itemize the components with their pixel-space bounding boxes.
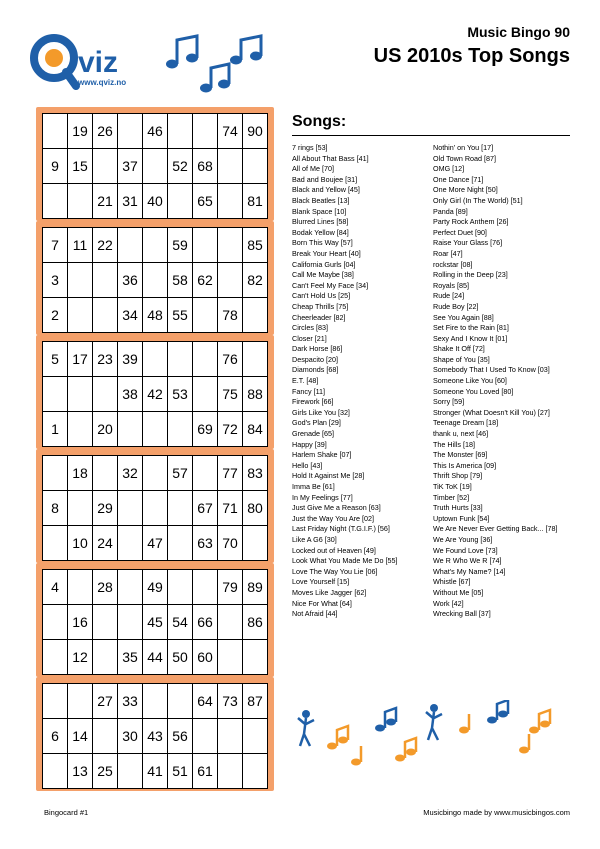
card-cell: 37 [118, 149, 143, 184]
card-cell [243, 754, 268, 789]
card-cell [68, 570, 93, 605]
song-item: Call Me Maybe [38] [292, 270, 354, 280]
card-cell [68, 684, 93, 719]
song-item: Can't Hold Us [25] [292, 291, 351, 301]
card-cell [118, 570, 143, 605]
song-item: God's Plan [29] [292, 418, 341, 428]
card-cell: 13 [68, 754, 93, 789]
card-cell: 89 [243, 570, 268, 605]
card-cell [193, 342, 218, 377]
song-item: Perfect Duet [90] [433, 227, 487, 237]
card-cell: 50 [168, 640, 193, 675]
card-cell [218, 605, 243, 640]
card-cell [43, 684, 68, 719]
bingo-card-4 [36, 449, 274, 563]
card-cell: 24 [93, 526, 118, 561]
card-row [43, 149, 268, 184]
card-cell: 11 [68, 228, 93, 263]
song-item: Black and Yellow [45] [292, 185, 360, 195]
song-item: Raise Your Glass [76] [433, 238, 503, 248]
song-item: Panda [89] [433, 206, 468, 216]
song-item: Break Your Heart [40] [292, 248, 361, 258]
card-cell [68, 298, 93, 333]
card-cell [43, 754, 68, 789]
card-cell: 59 [168, 228, 193, 263]
card-cell: 5 [43, 342, 68, 377]
bingo-grid [42, 341, 268, 447]
card-row [43, 491, 268, 526]
card-cell [243, 526, 268, 561]
songs-list-left [292, 143, 397, 620]
song-item: Locked out of Heaven [49] [292, 545, 376, 555]
card-cell: 70 [218, 526, 243, 561]
card-cell: 71 [218, 491, 243, 526]
song-item: Old Town Road [87] [433, 153, 496, 163]
song-item: Fancy [11] [292, 386, 326, 396]
card-cell: 55 [168, 298, 193, 333]
card-row [43, 605, 268, 640]
card-cell [43, 526, 68, 561]
card-cell: 43 [143, 719, 168, 754]
song-item: Someone Like You [60] [433, 376, 507, 386]
card-cell [168, 342, 193, 377]
song-item: Bad and Boujee [31] [292, 174, 358, 184]
card-cell: 44 [143, 640, 168, 675]
card-cell: 83 [243, 456, 268, 491]
card-cell: 14 [68, 719, 93, 754]
song-item: What's My Name? [14] [433, 566, 506, 576]
card-cell: 34 [118, 298, 143, 333]
card-cell [243, 298, 268, 333]
card-cell: 21 [93, 184, 118, 219]
bingo-grid [42, 569, 268, 675]
song-item: Grenade [65] [292, 429, 334, 439]
card-cell [143, 342, 168, 377]
card-cell: 88 [243, 377, 268, 412]
song-item: Nice For What [64] [292, 598, 352, 608]
card-cell: 64 [193, 684, 218, 719]
song-item: Bodak Yellow [84] [292, 227, 349, 237]
music-notes-icon [160, 30, 270, 100]
song-item: Girls Like You [32] [292, 407, 350, 417]
bingo-grid [42, 683, 268, 789]
song-item: California Gurls [04] [292, 259, 356, 269]
card-cell: 68 [193, 149, 218, 184]
card-cell [68, 377, 93, 412]
song-item: Rolling in the Deep [23] [433, 270, 508, 280]
card-cell: 69 [193, 412, 218, 447]
card-cell: 53 [168, 377, 193, 412]
song-item: In My Feelings [77] [292, 492, 353, 502]
card-cell [93, 719, 118, 754]
bingo-grid [42, 227, 268, 333]
card-row [43, 263, 268, 298]
songs-list-right [433, 143, 558, 620]
card-row [43, 377, 268, 412]
card-cell [243, 342, 268, 377]
bingo-grid [42, 455, 268, 561]
header-subtitle: Music Bingo 90 [467, 24, 570, 40]
bingo-card-2 [36, 221, 274, 335]
card-cell [43, 640, 68, 675]
card-cell: 28 [93, 570, 118, 605]
card-cell: 78 [218, 298, 243, 333]
card-cell [43, 377, 68, 412]
card-cell: 30 [118, 719, 143, 754]
card-cell [193, 377, 218, 412]
card-row [43, 184, 268, 219]
card-cell: 29 [93, 491, 118, 526]
card-cell: 56 [168, 719, 193, 754]
card-cell: 52 [168, 149, 193, 184]
card-cell [118, 114, 143, 149]
song-item: Wrecking Ball [37] [433, 609, 491, 619]
svg-text:viz: viz [78, 46, 119, 79]
card-cell: 57 [168, 456, 193, 491]
card-row [43, 526, 268, 561]
card-cell [243, 149, 268, 184]
song-item: Sorry [59] [433, 397, 465, 407]
song-item: We R Who We R [74] [433, 556, 502, 566]
songs-heading: Songs: [292, 113, 347, 130]
card-cell: 48 [143, 298, 168, 333]
card-cell: 73 [218, 684, 243, 719]
song-item: Whistle [67] [433, 577, 471, 587]
card-cell: 31 [118, 184, 143, 219]
song-item: Diamonds [68] [292, 365, 339, 375]
card-cell [93, 605, 118, 640]
card-cell: 80 [243, 491, 268, 526]
card-cell: 35 [118, 640, 143, 675]
song-item: Moves Like Jagger [62] [292, 587, 367, 597]
card-cell: 60 [193, 640, 218, 675]
song-item: Imma Be [61] [292, 482, 335, 491]
card-cell: 1 [43, 412, 68, 447]
card-cell [168, 570, 193, 605]
song-item: Rude Boy [22] [433, 301, 479, 311]
bingo-card-1 [36, 107, 274, 221]
card-row [43, 412, 268, 447]
song-item: We Are Never Ever Getting Back... [78] [433, 524, 558, 534]
card-cell [168, 114, 193, 149]
page-title: US 2010s Top Songs [373, 45, 570, 67]
card-cell [68, 263, 93, 298]
card-cell [118, 491, 143, 526]
card-cell [168, 412, 193, 447]
card-cell: 86 [243, 605, 268, 640]
song-item: Someone You Loved [80] [433, 386, 514, 396]
card-row [43, 754, 268, 789]
card-cell [118, 526, 143, 561]
card-cell [143, 228, 168, 263]
card-cell [93, 263, 118, 298]
card-cell: 62 [193, 263, 218, 298]
song-item: Blurred Lines [58] [292, 217, 349, 227]
card-cell: 76 [218, 342, 243, 377]
song-item: Firework [66] [292, 397, 334, 407]
card-row [43, 570, 268, 605]
song-item: Not Afraid [44] [292, 609, 338, 619]
card-cell: 54 [168, 605, 193, 640]
song-item: thank u, next [46] [433, 429, 489, 439]
card-cell: 77 [218, 456, 243, 491]
bingo-card-3 [36, 335, 274, 449]
card-cell [43, 114, 68, 149]
card-cell: 87 [243, 684, 268, 719]
song-item: Look What You Made Me Do [55] [292, 556, 398, 566]
card-cell [93, 640, 118, 675]
song-item: All About That Bass [41] [292, 153, 369, 163]
card-cell [93, 456, 118, 491]
card-cell: 84 [243, 412, 268, 447]
song-item: Without Me [05] [433, 587, 484, 597]
bingo-grid [42, 113, 268, 219]
card-row [43, 456, 268, 491]
song-item: Love Yourself [15] [292, 577, 350, 587]
card-cell: 25 [93, 754, 118, 789]
card-cell [168, 526, 193, 561]
song-item: Happy [39] [292, 439, 327, 449]
song-item: See You Again [88] [433, 312, 494, 322]
song-item: Blank Space [10] [292, 206, 347, 216]
song-item: Timber [52] [433, 492, 470, 502]
card-cell: 82 [243, 263, 268, 298]
card-cell [143, 412, 168, 447]
card-cell [168, 684, 193, 719]
card-row [43, 342, 268, 377]
song-item: Thrift Shop [79] [433, 471, 483, 481]
song-item: Love The Way You Lie [06] [292, 566, 378, 576]
card-cell: 22 [93, 228, 118, 263]
song-item: Like A G6 [30] [292, 534, 337, 544]
song-item: Just Give Me a Reason [63] [292, 503, 381, 513]
card-cell: 90 [243, 114, 268, 149]
card-cell: 85 [243, 228, 268, 263]
card-cell: 26 [93, 114, 118, 149]
qviz-logo [28, 28, 158, 98]
card-cell [243, 640, 268, 675]
card-cell: 58 [168, 263, 193, 298]
card-cell: 18 [68, 456, 93, 491]
card-cell [193, 228, 218, 263]
card-cell: 41 [143, 754, 168, 789]
bingo-card-5 [36, 563, 274, 677]
card-cell: 16 [68, 605, 93, 640]
card-cell: 45 [143, 605, 168, 640]
card-cell [143, 684, 168, 719]
card-cell [43, 456, 68, 491]
card-cell [193, 298, 218, 333]
card-cell: 81 [243, 184, 268, 219]
song-item: Black Beatles [13] [292, 195, 350, 205]
card-cell: 19 [68, 114, 93, 149]
song-item: rockstar [08] [433, 259, 473, 269]
card-cell [118, 605, 143, 640]
card-cell [68, 184, 93, 219]
card-cell [168, 491, 193, 526]
card-row [43, 684, 268, 719]
card-cell: 3 [43, 263, 68, 298]
card-cell: 6 [43, 719, 68, 754]
song-item: We Are Young [36] [433, 534, 493, 544]
song-item: Just the Way You Are [02] [292, 513, 375, 523]
song-item: Cheerleader [82] [292, 312, 346, 322]
card-cell [118, 754, 143, 789]
song-item: Somebody That I Used To Know [03] [433, 365, 550, 375]
card-cell: 9 [43, 149, 68, 184]
card-cell: 17 [68, 342, 93, 377]
card-cell: 66 [193, 605, 218, 640]
song-item: Rude [24] [433, 291, 465, 301]
song-item: Hold It Against Me [28] [292, 471, 365, 481]
card-cell: 40 [143, 184, 168, 219]
song-item: Shake It Off [72] [433, 344, 485, 354]
card-cell: 10 [68, 526, 93, 561]
card-cell [143, 456, 168, 491]
card-cell: 27 [93, 684, 118, 719]
song-item: The Hills [18] [433, 439, 475, 449]
card-cell: 8 [43, 491, 68, 526]
credit-text: Musicbingo made by www.musicbingos.com [423, 808, 570, 817]
card-cell: 32 [118, 456, 143, 491]
card-number: Bingocard #1 [44, 808, 89, 817]
card-cell [68, 412, 93, 447]
card-cell: 49 [143, 570, 168, 605]
card-cell [193, 114, 218, 149]
card-cell: 15 [68, 149, 93, 184]
song-item: Can't Feel My Face [34] [292, 280, 369, 290]
song-item: E.T. [48] [292, 376, 319, 386]
song-item: Nothin' on You [17] [433, 143, 494, 152]
song-item: Truth Hurts [33] [433, 503, 483, 513]
card-cell [168, 184, 193, 219]
card-cell [68, 491, 93, 526]
card-cell: 36 [118, 263, 143, 298]
song-item: Uptown Funk [54] [433, 513, 490, 523]
card-cell [218, 263, 243, 298]
card-cell [93, 377, 118, 412]
song-item: All of Me [70] [292, 164, 334, 174]
card-cell: 51 [168, 754, 193, 789]
song-item: Teenage Dream [18] [433, 418, 499, 428]
card-cell: 23 [93, 342, 118, 377]
card-cell: 39 [118, 342, 143, 377]
card-cell: 47 [143, 526, 168, 561]
card-cell [218, 754, 243, 789]
song-item: Only Girl (In The World) [51] [433, 195, 523, 205]
card-cell [118, 412, 143, 447]
music-note-icon [327, 700, 550, 766]
card-cell: 4 [43, 570, 68, 605]
song-item: The Monster [69] [433, 450, 488, 460]
card-cell: 42 [143, 377, 168, 412]
card-cell: 2 [43, 298, 68, 333]
card-row [43, 298, 268, 333]
card-cell [43, 184, 68, 219]
card-cell [43, 605, 68, 640]
card-cell: 74 [218, 114, 243, 149]
card-cell: 79 [218, 570, 243, 605]
song-item: Stronger (What Doesn't Kill You) [27] [433, 407, 550, 417]
song-item: Roar [47] [433, 248, 463, 258]
card-row [43, 719, 268, 754]
card-cell [193, 456, 218, 491]
song-item: TiK ToK [19] [433, 482, 472, 491]
song-item: OMG [12] [433, 164, 465, 174]
song-item: Born This Way [57] [292, 238, 353, 248]
card-cell: 67 [193, 491, 218, 526]
song-item: We Found Love [73] [433, 545, 498, 555]
song-item: Cheap Thrills [75] [292, 301, 349, 311]
card-cell [118, 228, 143, 263]
card-cell: 38 [118, 377, 143, 412]
song-item: Sexy And I Know It [01] [433, 333, 508, 343]
card-cell [218, 228, 243, 263]
logo-url: www.qviz.no [78, 78, 127, 87]
card-cell: 20 [93, 412, 118, 447]
dancer-icon [426, 704, 442, 740]
card-cell [218, 640, 243, 675]
card-cell: 12 [68, 640, 93, 675]
song-item: Harlem Shake [07] [292, 450, 352, 460]
dancer-icon [298, 710, 314, 746]
song-item: Closer [21] [292, 333, 327, 343]
songs-divider [292, 135, 570, 136]
card-cell [243, 719, 268, 754]
song-item: Set Fire to the Rain [81] [433, 323, 509, 333]
card-cell [193, 719, 218, 754]
card-cell [143, 491, 168, 526]
song-item: Royals [85] [433, 280, 469, 290]
song-item: One More Night [50] [433, 185, 498, 195]
card-row [43, 114, 268, 149]
card-cell: 7 [43, 228, 68, 263]
song-item: Last Friday Night (T.G.I.F.) [56] [292, 524, 390, 534]
song-item: 7 rings [53] [292, 143, 328, 152]
card-row [43, 640, 268, 675]
card-cell [218, 184, 243, 219]
card-cell: 46 [143, 114, 168, 149]
song-item: One Dance [71] [433, 174, 484, 184]
song-item: Shape of You [35] [433, 354, 490, 364]
song-item: This Is America [09] [433, 460, 497, 470]
card-cell [143, 149, 168, 184]
card-cell [218, 719, 243, 754]
song-item: Circles [83] [292, 323, 328, 333]
card-cell [143, 263, 168, 298]
card-cell: 63 [193, 526, 218, 561]
song-item: Party Rock Anthem [26] [433, 217, 509, 227]
card-cell [93, 298, 118, 333]
dancing-notes-illustration [296, 700, 556, 772]
song-item: Hello [43] [292, 460, 323, 470]
card-cell: 72 [218, 412, 243, 447]
card-cell: 61 [193, 754, 218, 789]
card-cell: 75 [218, 377, 243, 412]
card-cell: 33 [118, 684, 143, 719]
bingo-card-6 [36, 677, 274, 791]
card-row [43, 228, 268, 263]
card-cell [193, 570, 218, 605]
card-cell: 65 [193, 184, 218, 219]
song-item: Dark Horse [86] [292, 344, 343, 354]
song-item: Work [42] [433, 598, 464, 608]
song-item: Despacito [20] [292, 354, 338, 364]
card-cell [93, 149, 118, 184]
card-cell [218, 149, 243, 184]
